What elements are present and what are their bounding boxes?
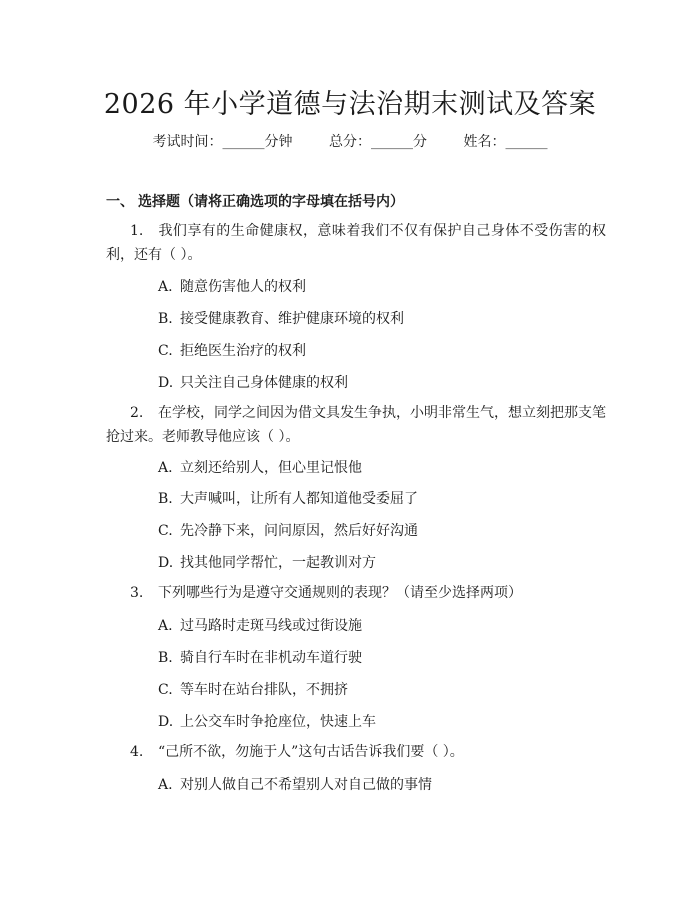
option-text: 先冷静下来，问问原因，然后好好沟通 bbox=[180, 523, 418, 539]
option-letter: A. bbox=[158, 460, 173, 476]
question-text: 我们享有的生命健康权，意味着我们不仅有保护自己身体不受伤害的权利，还有（ ）。 bbox=[106, 223, 606, 263]
option-letter: C. bbox=[158, 523, 173, 539]
option-letter: D. bbox=[158, 555, 174, 571]
exam-meta bbox=[0, 131, 700, 151]
option-text: 骑自行车时在非机动车道行驶 bbox=[180, 650, 362, 666]
option-letter: B. bbox=[158, 491, 173, 507]
question-text: 在学校，同学之间因为借文具发生争执，小明非常生气，想立刻把那支笔抢过来。老师教导他应该（ ）。 bbox=[106, 405, 606, 445]
option-3d bbox=[158, 711, 376, 731]
option-text: 找其他同学帮忙，一起教训对方 bbox=[180, 555, 376, 571]
question-3 bbox=[106, 581, 606, 605]
exam-time: 考试时间：______分钟 bbox=[152, 134, 293, 150]
question-2 bbox=[106, 401, 606, 449]
option-1b bbox=[158, 308, 404, 328]
option-text: 对别人做自己不希望别人对自己做的事情 bbox=[180, 777, 432, 793]
question-text: “己所不欲，勿施于人”这句古话告诉我们要（ ）。 bbox=[158, 744, 464, 760]
option-letter: A. bbox=[158, 279, 173, 295]
option-text: 拒绝医生治疗的权利 bbox=[180, 343, 306, 359]
option-text: 等车时在站台排队，不拥挤 bbox=[180, 682, 348, 698]
option-text: 大声喊叫，让所有人都知道他受委屈了 bbox=[180, 491, 418, 507]
option-3a bbox=[158, 615, 362, 635]
option-letter: B. bbox=[158, 650, 173, 666]
option-2d bbox=[158, 552, 376, 572]
option-1d bbox=[158, 372, 348, 392]
section-title: 选择题（请将正确选项的字母填在括号内） bbox=[138, 194, 404, 210]
option-1c bbox=[158, 340, 306, 360]
question-number: 4. bbox=[130, 744, 144, 760]
option-text: 随意伤害他人的权利 bbox=[180, 279, 306, 295]
question-number: 2. bbox=[130, 405, 144, 421]
option-letter: A. bbox=[158, 618, 173, 634]
option-1a bbox=[158, 276, 306, 296]
option-letter: C. bbox=[158, 343, 173, 359]
exam-score: 总分：______分 bbox=[329, 134, 427, 150]
option-letter: D. bbox=[158, 714, 174, 730]
option-2b bbox=[158, 488, 418, 508]
option-letter: A. bbox=[158, 777, 173, 793]
question-number: 3. bbox=[130, 585, 144, 601]
option-3b bbox=[158, 647, 362, 667]
option-letter: B. bbox=[158, 311, 173, 327]
option-4a bbox=[158, 774, 432, 794]
option-letter: D. bbox=[158, 375, 174, 391]
question-number: 1. bbox=[130, 223, 144, 239]
exam-name: 姓名：______ bbox=[463, 134, 548, 150]
section-heading bbox=[106, 191, 404, 211]
option-text: 过马路时走斑马线或过街设施 bbox=[180, 618, 362, 634]
page-title: 2026 年小学道德与法治期末测试及答案 bbox=[103, 89, 597, 120]
question-4 bbox=[106, 740, 606, 764]
option-text: 立刻还给别人，但心里记恨他 bbox=[180, 460, 362, 476]
option-letter: C. bbox=[158, 682, 173, 698]
option-3c bbox=[158, 679, 348, 699]
section-number: 一、 bbox=[106, 194, 134, 210]
option-2c bbox=[158, 520, 418, 540]
option-text: 接受健康教育、维护健康环境的权利 bbox=[180, 311, 404, 327]
option-text: 只关注自己身体健康的权利 bbox=[180, 375, 348, 391]
question-text: 下列哪些行为是遵守交通规则的表现？（请至少选择两项） bbox=[158, 585, 522, 601]
question-1 bbox=[106, 219, 606, 267]
option-text: 上公交车时争抢座位，快速上车 bbox=[180, 714, 376, 730]
option-2a bbox=[158, 457, 362, 477]
